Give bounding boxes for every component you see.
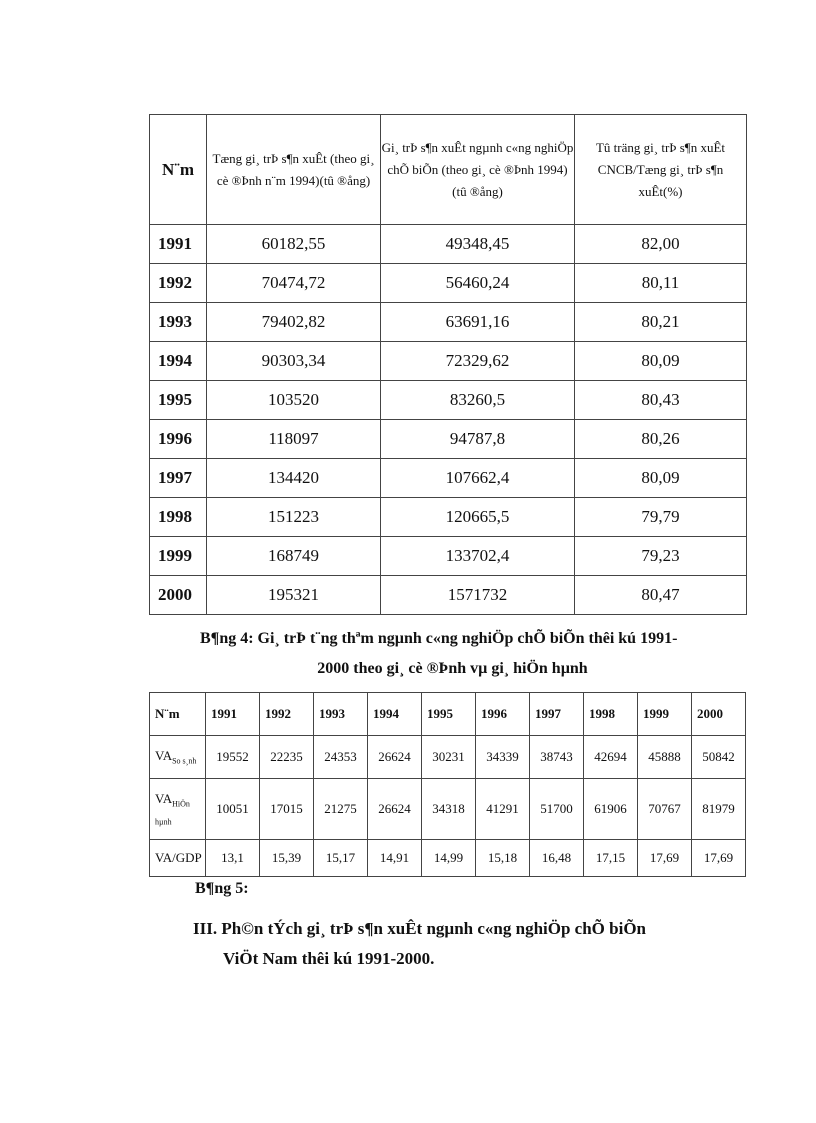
table-row <box>150 736 746 779</box>
table5-caption: B¶ng 5: <box>195 880 249 897</box>
value-cell: 80,47 <box>575 576 747 615</box>
value-cell: 94787,8 <box>381 420 575 459</box>
value-cell: 45888 <box>638 736 692 779</box>
year-cell: 1994 <box>150 342 207 381</box>
value-cell: 80,09 <box>575 342 747 381</box>
value-cell: 70767 <box>638 779 692 840</box>
value-cell: 80,09 <box>575 459 747 498</box>
value-cell: 79,79 <box>575 498 747 537</box>
value-cell: 79402,82 <box>207 303 381 342</box>
value-cell: 80,21 <box>575 303 747 342</box>
value-cell: 26624 <box>368 736 422 779</box>
row-label <box>150 736 206 779</box>
year-cell: 2000 <box>150 576 207 615</box>
value-cell: 118097 <box>207 420 381 459</box>
value-cell: 15,39 <box>260 840 314 877</box>
value-cell: 19552 <box>206 736 260 779</box>
value-cell: 56460,24 <box>381 264 575 303</box>
value-cell: 16,48 <box>530 840 584 877</box>
value-cell: 30231 <box>422 736 476 779</box>
caption4-line2: 2000 theo gi¸ cè ®Þnh vµ gi¸ hiÖn hµnh <box>317 660 588 677</box>
row-label-main: VA <box>155 748 173 764</box>
section-line1: III. Ph©n tÝch gi¸ trÞ s¶n xuÊt ngµnh c«ng nghiÖp chÕ biÕn <box>193 919 647 938</box>
value-cell: 10051 <box>206 779 260 840</box>
value-cell: 195321 <box>207 576 381 615</box>
year-cell: 1993 <box>150 303 207 342</box>
value-cell: 63691,16 <box>381 303 575 342</box>
section-line2: ViÖt Nam thêi kú 1991-2000. <box>223 949 435 968</box>
value-cell: 79,23 <box>575 537 747 576</box>
table-row <box>150 420 747 459</box>
table-header-row <box>150 115 747 225</box>
value-cell: 70474,72 <box>207 264 381 303</box>
value-cell: 34318 <box>422 779 476 840</box>
year-header-cell: 1993 <box>314 693 368 736</box>
row-label-sub: So s¸nh <box>172 756 197 766</box>
year-header-cell: 2000 <box>692 693 746 736</box>
year-cell: 1999 <box>150 537 207 576</box>
value-cell: 17,15 <box>584 840 638 877</box>
value-cell: 41291 <box>476 779 530 840</box>
year-header-cell: 1998 <box>584 693 638 736</box>
value-cell: 81979 <box>692 779 746 840</box>
value-cell: 24353 <box>314 736 368 779</box>
value-cell: 80,11 <box>575 264 747 303</box>
value-cell: 90303,34 <box>207 342 381 381</box>
caption4-line1: B¶ng 4: Gi¸ trÞ t¨ng thªm ngµnh c«ng nghiÖp chÕ biÕn thêi kú 1991- <box>200 630 678 647</box>
header-processing-value: Gi¸ trÞ s¶n xuÊt ngµnh c«ng nghiÖp chÕ biÕn (theo gi¸ cè ®Þnh 1994) (tû ®ång) <box>381 115 575 225</box>
year-cell: 1998 <box>150 498 207 537</box>
value-cell: 15,17 <box>314 840 368 877</box>
header-year: N¨m <box>150 115 207 225</box>
year-cell: 1996 <box>150 420 207 459</box>
value-cell: 22235 <box>260 736 314 779</box>
table-row <box>150 381 747 420</box>
year-header-cell: 1994 <box>368 693 422 736</box>
year-header-cell: 1997 <box>530 693 584 736</box>
year-cell: 1997 <box>150 459 207 498</box>
section-heading <box>193 914 745 974</box>
value-cell: 60182,55 <box>207 225 381 264</box>
table-row <box>150 225 747 264</box>
value-cell: 17,69 <box>638 840 692 877</box>
header-year-label: N¨m <box>150 693 206 736</box>
table-row <box>150 459 747 498</box>
value-cell: 14,91 <box>368 840 422 877</box>
year-cell: 1991 <box>150 225 207 264</box>
row-label-main: VA/GDP <box>155 850 202 865</box>
value-added-table <box>149 692 746 877</box>
row-label <box>150 779 206 840</box>
header-share: Tû träng gi¸ trÞ s¶n xuÊt CNCB/Tæng gi¸ trÞ s¶n xuÊt(%) <box>575 115 747 225</box>
value-cell: 120665,5 <box>381 498 575 537</box>
table-row <box>150 498 747 537</box>
value-cell: 82,00 <box>575 225 747 264</box>
value-cell: 168749 <box>207 537 381 576</box>
value-cell: 83260,5 <box>381 381 575 420</box>
table-row <box>150 264 747 303</box>
value-cell: 1571732 <box>381 576 575 615</box>
year-cell: 1995 <box>150 381 207 420</box>
year-header-cell: 1999 <box>638 693 692 736</box>
table-row <box>150 840 746 877</box>
value-cell: 17015 <box>260 779 314 840</box>
value-cell: 51700 <box>530 779 584 840</box>
value-cell: 80,26 <box>575 420 747 459</box>
value-cell: 134420 <box>207 459 381 498</box>
table-header-row <box>150 693 746 736</box>
value-cell: 26624 <box>368 779 422 840</box>
row-label-sub: HiÖn hµnh <box>155 800 190 827</box>
year-header-cell: 1996 <box>476 693 530 736</box>
table-row <box>150 342 747 381</box>
value-cell: 133702,4 <box>381 537 575 576</box>
value-cell: 38743 <box>530 736 584 779</box>
value-cell: 72329,62 <box>381 342 575 381</box>
value-cell: 151223 <box>207 498 381 537</box>
row-label-main: VA <box>155 791 173 807</box>
header-total-value: Tæng gi¸ trÞ s¶n xuÊt (theo gi¸ cè ®Þnh n¨m 1994)(tû ®ång) <box>207 115 381 225</box>
row-label <box>150 840 206 877</box>
value-cell: 80,43 <box>575 381 747 420</box>
value-cell: 107662,4 <box>381 459 575 498</box>
value-cell: 61906 <box>584 779 638 840</box>
year-header-cell: 1992 <box>260 693 314 736</box>
value-cell: 103520 <box>207 381 381 420</box>
value-cell: 34339 <box>476 736 530 779</box>
value-cell: 13,1 <box>206 840 260 877</box>
table-row <box>150 576 747 615</box>
value-cell: 50842 <box>692 736 746 779</box>
year-cell: 1992 <box>150 264 207 303</box>
table-row <box>150 303 747 342</box>
table-row <box>150 779 746 840</box>
value-cell: 14,99 <box>422 840 476 877</box>
table-row <box>150 537 747 576</box>
value-cell: 17,69 <box>692 840 746 877</box>
value-cell: 42694 <box>584 736 638 779</box>
year-header-cell: 1995 <box>422 693 476 736</box>
value-cell: 21275 <box>314 779 368 840</box>
value-cell: 49348,45 <box>381 225 575 264</box>
production-value-table <box>149 114 747 615</box>
table4-caption <box>200 624 745 684</box>
value-cell: 15,18 <box>476 840 530 877</box>
year-header-cell: 1991 <box>206 693 260 736</box>
